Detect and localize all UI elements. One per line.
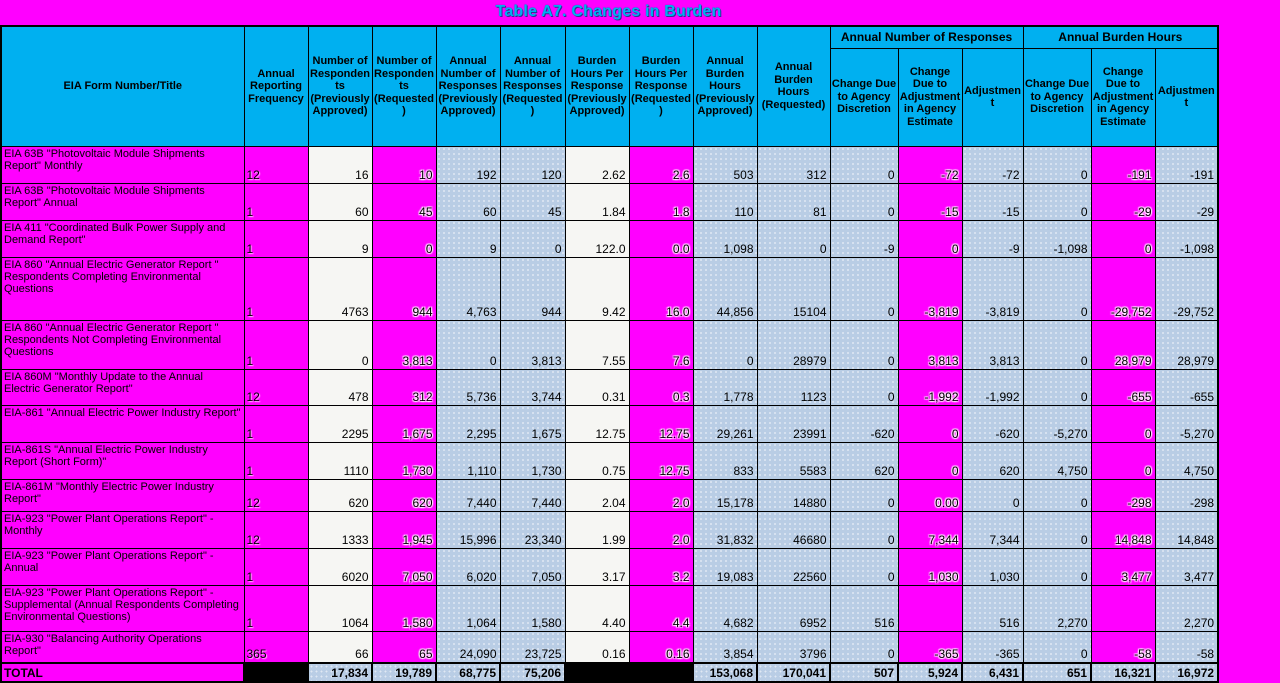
- table-row: [1, 585, 1218, 631]
- form-title-cell: EIA-861M "Monthly Electric Power Industry Report": [1, 479, 244, 511]
- table-header: [1, 26, 1218, 146]
- responses-adjustment-cell: -72: [962, 146, 1023, 183]
- responses-prev-cell: 0: [436, 320, 500, 369]
- respondents-prev-cell: 9: [308, 220, 372, 257]
- respondents-prev-cell: 60: [308, 183, 372, 220]
- responses-change-adjustment-cell: -72: [898, 146, 962, 183]
- responses-prev-cell: 192: [436, 146, 500, 183]
- respondents-req-cell: 3,813: [372, 320, 436, 369]
- col-header-reporting-frequency: Annual Reporting Frequency: [244, 26, 308, 146]
- form-title-cell: EIA 860M "Monthly Update to the Annual Electric Generator Report": [1, 369, 244, 405]
- total-responses-change-discretion-cell: 507: [830, 663, 898, 682]
- total-respondents-req-cell: 19,789: [372, 663, 436, 682]
- respondents-prev-cell: 1064: [308, 585, 372, 631]
- burden-change-adjustment-cell: -298: [1091, 479, 1155, 511]
- total-burden-req-cell: 170,041: [757, 663, 830, 682]
- burden-per-response-req-cell: 12.75: [629, 405, 693, 442]
- col-header-responses-prev: Annual Number of Responses (Previously Approved): [436, 26, 500, 146]
- burden-change-discretion-cell: 4,750: [1023, 442, 1091, 479]
- burden-change-adjustment-cell: 28,979: [1091, 320, 1155, 369]
- responses-req-cell: 23,725: [500, 631, 565, 663]
- total-respondents-prev-cell: 17,834: [308, 663, 372, 682]
- col-header-responses-change-agency-discretion: Change Due to Agency Discretion: [830, 48, 898, 146]
- form-title-cell: EIA-930 "Balancing Authority Operations Report": [1, 631, 244, 663]
- burden-per-response-req-cell: 0.16: [629, 631, 693, 663]
- responses-change-adjustment-cell: 0: [898, 220, 962, 257]
- burden-adjustment-cell: -191: [1155, 146, 1218, 183]
- burden-hours-prev-cell: 0: [693, 320, 757, 369]
- reporting-frequency-cell: 12: [244, 479, 308, 511]
- responses-change-discretion-cell: 0: [830, 320, 898, 369]
- burden-per-response-prev-cell: 9.42: [565, 257, 629, 320]
- burden-adjustment-cell: 28,979: [1155, 320, 1218, 369]
- table-row: [1, 369, 1218, 405]
- col-header-burden-change-adjustment-estimate: Change Due to Adjustment in Agency Estimate: [1091, 48, 1155, 146]
- burden-change-discretion-cell: 0: [1023, 631, 1091, 663]
- burden-adjustment-cell: -29: [1155, 183, 1218, 220]
- responses-change-discretion-cell: 0: [830, 369, 898, 405]
- burden-per-response-req-cell: 0.0: [629, 220, 693, 257]
- page-title: Table A7. Changes in Burden: [495, 3, 722, 20]
- responses-change-discretion-cell: 0: [830, 548, 898, 585]
- responses-change-discretion-cell: -9: [830, 220, 898, 257]
- reporting-frequency-cell: 1: [244, 405, 308, 442]
- burden-per-response-req-cell: 7.6: [629, 320, 693, 369]
- burden-adjustment-cell: -655: [1155, 369, 1218, 405]
- burden-hours-prev-cell: 3,854: [693, 631, 757, 663]
- table-row-total: [1, 663, 1218, 682]
- form-title-cell: EIA-861 "Annual Electric Power Industry Report": [1, 405, 244, 442]
- responses-change-adjustment-cell: 0.00: [898, 479, 962, 511]
- responses-prev-cell: 24,090: [436, 631, 500, 663]
- form-title-cell: EIA-923 "Power Plant Operations Report" - Supplemental (Annual Respondents Completing Environmental Questions): [1, 585, 244, 631]
- responses-prev-cell: 7,440: [436, 479, 500, 511]
- reporting-frequency-cell: 365: [244, 631, 308, 663]
- col-header-form-title: EIA Form Number/Title: [1, 26, 244, 146]
- burden-change-adjustment-cell: 0: [1091, 405, 1155, 442]
- burden-hours-prev-cell: 833: [693, 442, 757, 479]
- table-body: [1, 146, 1218, 663]
- burden-per-response-prev-cell: 1.99: [565, 511, 629, 548]
- burden-change-discretion-cell: 0: [1023, 320, 1091, 369]
- respondents-req-cell: 10: [372, 146, 436, 183]
- respondents-prev-cell: 6020: [308, 548, 372, 585]
- responses-prev-cell: 60: [436, 183, 500, 220]
- total-blocked-cell: [629, 663, 693, 682]
- burden-change-discretion-cell: 0: [1023, 511, 1091, 548]
- responses-change-adjustment-cell: [898, 585, 962, 631]
- burden-change-adjustment-cell: -191: [1091, 146, 1155, 183]
- changes-in-burden-table: [0, 25, 1219, 683]
- burden-adjustment-cell: 3,477: [1155, 548, 1218, 585]
- responses-prev-cell: 9: [436, 220, 500, 257]
- col-header-respondents-req: Number of Respondents (Requested): [372, 26, 436, 146]
- burden-change-adjustment-cell: 0: [1091, 220, 1155, 257]
- form-title-cell: EIA 63B "Photovoltaic Module Shipments Report" Annual: [1, 183, 244, 220]
- reporting-frequency-cell: 1: [244, 442, 308, 479]
- form-title-cell: EIA-923 "Power Plant Operations Report" - Annual: [1, 548, 244, 585]
- table-row: [1, 479, 1218, 511]
- responses-change-adjustment-cell: 7,344: [898, 511, 962, 548]
- respondents-req-cell: 0: [372, 220, 436, 257]
- table-footer: [1, 663, 1218, 682]
- respondents-req-cell: 65: [372, 631, 436, 663]
- responses-change-adjustment-cell: -1,992: [898, 369, 962, 405]
- group-header-annual-burden-hours: Annual Burden Hours: [1023, 26, 1218, 48]
- burden-hours-req-cell: 3796: [757, 631, 830, 663]
- responses-change-discretion-cell: 620: [830, 442, 898, 479]
- responses-adjustment-cell: 620: [962, 442, 1023, 479]
- total-responses-prev-cell: 68,775: [436, 663, 500, 682]
- responses-req-cell: 3,813: [500, 320, 565, 369]
- responses-change-adjustment-cell: 1,030: [898, 548, 962, 585]
- burden-per-response-prev-cell: 0.75: [565, 442, 629, 479]
- burden-per-response-req-cell: 4.4: [629, 585, 693, 631]
- col-header-respondents-prev: Number of Respondents (Previously Approved): [308, 26, 372, 146]
- responses-adjustment-cell: -365: [962, 631, 1023, 663]
- responses-adjustment-cell: -9: [962, 220, 1023, 257]
- burden-hours-prev-cell: 503: [693, 146, 757, 183]
- respondents-prev-cell: 66: [308, 631, 372, 663]
- burden-change-discretion-cell: 0: [1023, 479, 1091, 511]
- burden-hours-prev-cell: 1,778: [693, 369, 757, 405]
- burden-hours-req-cell: 81: [757, 183, 830, 220]
- respondents-prev-cell: 1110: [308, 442, 372, 479]
- burden-change-adjustment-cell: 14,848: [1091, 511, 1155, 548]
- form-title-cell: EIA 860 "Annual Electric Generator Report " Respondents Completing Environmental Questions: [1, 257, 244, 320]
- responses-req-cell: 7,050: [500, 548, 565, 585]
- reporting-frequency-cell: 1: [244, 548, 308, 585]
- responses-adjustment-cell: 1,030: [962, 548, 1023, 585]
- burden-change-adjustment-cell: [1091, 585, 1155, 631]
- col-header-responses-req: Annual Number of Responses (Requested): [500, 26, 565, 146]
- reporting-frequency-cell: 12: [244, 511, 308, 548]
- form-title-cell: EIA 63B "Photovoltaic Module Shipments Report" Monthly: [1, 146, 244, 183]
- col-header-burden-per-response-prev: Burden Hours Per Response (Previously Approved): [565, 26, 629, 146]
- reporting-frequency-cell: 1: [244, 585, 308, 631]
- burden-hours-prev-cell: 1,098: [693, 220, 757, 257]
- responses-req-cell: 23,340: [500, 511, 565, 548]
- burden-hours-req-cell: 312: [757, 146, 830, 183]
- responses-adjustment-cell: -3,819: [962, 257, 1023, 320]
- burden-per-response-req-cell: 0.3: [629, 369, 693, 405]
- burden-hours-req-cell: 1123: [757, 369, 830, 405]
- table-row: [1, 548, 1218, 585]
- burden-per-response-prev-cell: 3.17: [565, 548, 629, 585]
- responses-req-cell: 944: [500, 257, 565, 320]
- burden-change-discretion-cell: -1,098: [1023, 220, 1091, 257]
- col-header-responses-adjustment: Adjustment: [962, 48, 1023, 146]
- total-burden-change-discretion-cell: 651: [1023, 663, 1091, 682]
- table-row: [1, 405, 1218, 442]
- respondents-prev-cell: 620: [308, 479, 372, 511]
- total-responses-change-adjustment-cell: 5,924: [898, 663, 962, 682]
- form-title-cell: EIA 411 "Coordinated Bulk Power Supply and Demand Report": [1, 220, 244, 257]
- respondents-prev-cell: 1333: [308, 511, 372, 548]
- form-title-cell: EIA 860 "Annual Electric Generator Report " Respondents Not Completing Environmental Questions: [1, 320, 244, 369]
- burden-hours-prev-cell: 29,261: [693, 405, 757, 442]
- col-header-burden-adjustment: Adjustment: [1155, 48, 1218, 146]
- total-blocked-cell: [565, 663, 629, 682]
- burden-hours-prev-cell: 31,832: [693, 511, 757, 548]
- burden-change-discretion-cell: -5,270: [1023, 405, 1091, 442]
- burden-per-response-req-cell: 16.0: [629, 257, 693, 320]
- burden-change-discretion-cell: 0: [1023, 369, 1091, 405]
- responses-adjustment-cell: 7,344: [962, 511, 1023, 548]
- total-burden-prev-cell: 153,068: [693, 663, 757, 682]
- burden-per-response-req-cell: 2.6: [629, 146, 693, 183]
- burden-hours-req-cell: 15104: [757, 257, 830, 320]
- total-blocked-cell: [244, 663, 308, 682]
- burden-change-discretion-cell: 2,270: [1023, 585, 1091, 631]
- responses-adjustment-cell: -1,992: [962, 369, 1023, 405]
- burden-per-response-prev-cell: 2.04: [565, 479, 629, 511]
- responses-prev-cell: 15,996: [436, 511, 500, 548]
- responses-change-discretion-cell: -620: [830, 405, 898, 442]
- group-header-annual-number-of-responses: Annual Number of Responses: [830, 26, 1023, 48]
- responses-req-cell: 1,580: [500, 585, 565, 631]
- respondents-prev-cell: 4763: [308, 257, 372, 320]
- responses-change-adjustment-cell: 0: [898, 405, 962, 442]
- table-row: [1, 220, 1218, 257]
- burden-per-response-req-cell: 2.0: [629, 479, 693, 511]
- respondents-req-cell: 1,675: [372, 405, 436, 442]
- responses-prev-cell: 1,110: [436, 442, 500, 479]
- respondents-req-cell: 620: [372, 479, 436, 511]
- reporting-frequency-cell: 12: [244, 369, 308, 405]
- responses-req-cell: 120: [500, 146, 565, 183]
- responses-req-cell: 1,730: [500, 442, 565, 479]
- reporting-frequency-cell: 1: [244, 220, 308, 257]
- burden-hours-prev-cell: 4,682: [693, 585, 757, 631]
- respondents-req-cell: 1,580: [372, 585, 436, 631]
- burden-per-response-prev-cell: 0.16: [565, 631, 629, 663]
- responses-change-discretion-cell: 0: [830, 479, 898, 511]
- burden-per-response-req-cell: 1.8: [629, 183, 693, 220]
- responses-adjustment-cell: -15: [962, 183, 1023, 220]
- burden-adjustment-cell: 4,750: [1155, 442, 1218, 479]
- burden-adjustment-cell: -5,270: [1155, 405, 1218, 442]
- responses-req-cell: 1,675: [500, 405, 565, 442]
- burden-per-response-prev-cell: 12.75: [565, 405, 629, 442]
- burden-adjustment-cell: 2,270: [1155, 585, 1218, 631]
- burden-hours-prev-cell: 15,178: [693, 479, 757, 511]
- responses-prev-cell: 1,064: [436, 585, 500, 631]
- responses-change-adjustment-cell: 0: [898, 442, 962, 479]
- total-responses-adjustment-cell: 6,431: [962, 663, 1023, 682]
- reporting-frequency-cell: 1: [244, 257, 308, 320]
- burden-change-adjustment-cell: -29: [1091, 183, 1155, 220]
- responses-change-discretion-cell: 0: [830, 183, 898, 220]
- burden-per-response-prev-cell: 2.62: [565, 146, 629, 183]
- responses-change-adjustment-cell: -365: [898, 631, 962, 663]
- table-row: [1, 320, 1218, 369]
- responses-change-adjustment-cell: 3,813: [898, 320, 962, 369]
- burden-hours-prev-cell: 19,083: [693, 548, 757, 585]
- responses-req-cell: 45: [500, 183, 565, 220]
- responses-change-discretion-cell: 516: [830, 585, 898, 631]
- responses-req-cell: 7,440: [500, 479, 565, 511]
- respondents-req-cell: 1,730: [372, 442, 436, 479]
- burden-adjustment-cell: -298: [1155, 479, 1218, 511]
- responses-adjustment-cell: -620: [962, 405, 1023, 442]
- burden-hours-req-cell: 22560: [757, 548, 830, 585]
- burden-hours-req-cell: 0: [757, 220, 830, 257]
- total-label-cell: TOTAL: [1, 663, 244, 682]
- table-row: [1, 631, 1218, 663]
- burden-hours-req-cell: 5583: [757, 442, 830, 479]
- burden-per-response-prev-cell: 7.55: [565, 320, 629, 369]
- responses-change-discretion-cell: 0: [830, 257, 898, 320]
- burden-hours-req-cell: 14880: [757, 479, 830, 511]
- col-header-burden-per-response-req: Burden Hours Per Response (Requested): [629, 26, 693, 146]
- burden-hours-req-cell: 23991: [757, 405, 830, 442]
- burden-change-discretion-cell: 0: [1023, 183, 1091, 220]
- burden-hours-prev-cell: 110: [693, 183, 757, 220]
- responses-req-cell: 0: [500, 220, 565, 257]
- respondents-req-cell: 1,945: [372, 511, 436, 548]
- table-row: [1, 146, 1218, 183]
- responses-adjustment-cell: 3,813: [962, 320, 1023, 369]
- respondents-prev-cell: 0: [308, 320, 372, 369]
- total-responses-req-cell: 75,206: [500, 663, 565, 682]
- header-group-row: [1, 26, 1218, 48]
- burden-change-discretion-cell: 0: [1023, 257, 1091, 320]
- respondents-prev-cell: 16: [308, 146, 372, 183]
- burden-per-response-prev-cell: 1.84: [565, 183, 629, 220]
- burden-adjustment-cell: -29,752: [1155, 257, 1218, 320]
- burden-per-response-prev-cell: 0.31: [565, 369, 629, 405]
- respondents-req-cell: 312: [372, 369, 436, 405]
- responses-prev-cell: 6,020: [436, 548, 500, 585]
- burden-per-response-prev-cell: 4.40: [565, 585, 629, 631]
- respondents-req-cell: 45: [372, 183, 436, 220]
- respondents-prev-cell: 2295: [308, 405, 372, 442]
- burden-per-response-prev-cell: 122.0: [565, 220, 629, 257]
- burden-change-adjustment-cell: -655: [1091, 369, 1155, 405]
- col-header-responses-change-adjustment-estimate: Change Due to Adjustment in Agency Estimate: [898, 48, 962, 146]
- burden-change-adjustment-cell: -58: [1091, 631, 1155, 663]
- col-header-burden-change-agency-discretion: Change Due to Agency Discretion: [1023, 48, 1091, 146]
- responses-req-cell: 3,744: [500, 369, 565, 405]
- responses-prev-cell: 4,763: [436, 257, 500, 320]
- burden-hours-req-cell: 46680: [757, 511, 830, 548]
- responses-change-adjustment-cell: -15: [898, 183, 962, 220]
- burden-change-adjustment-cell: 3,477: [1091, 548, 1155, 585]
- responses-change-discretion-cell: 0: [830, 146, 898, 183]
- responses-adjustment-cell: 516: [962, 585, 1023, 631]
- responses-change-discretion-cell: 0: [830, 511, 898, 548]
- col-header-burden-hours-req: Annual Burden Hours (Requested): [757, 26, 830, 146]
- reporting-frequency-cell: 1: [244, 320, 308, 369]
- col-header-burden-hours-prev: Annual Burden Hours (Previously Approved): [693, 26, 757, 146]
- reporting-frequency-cell: 1: [244, 183, 308, 220]
- table-row: [1, 511, 1218, 548]
- responses-prev-cell: 5,736: [436, 369, 500, 405]
- burden-per-response-req-cell: 2.0: [629, 511, 693, 548]
- reporting-frequency-cell: 12: [244, 146, 308, 183]
- responses-change-adjustment-cell: -3,819: [898, 257, 962, 320]
- burden-adjustment-cell: -58: [1155, 631, 1218, 663]
- form-title-cell: EIA-861S "Annual Electric Power Industry Report (Short Form)": [1, 442, 244, 479]
- burden-adjustment-cell: 14,848: [1155, 511, 1218, 548]
- respondents-req-cell: 944: [372, 257, 436, 320]
- burden-change-discretion-cell: 0: [1023, 146, 1091, 183]
- burden-adjustment-cell: -1,098: [1155, 220, 1218, 257]
- total-burden-adjustment-cell: 16,972: [1155, 663, 1218, 682]
- respondents-req-cell: 7,050: [372, 548, 436, 585]
- respondents-prev-cell: 478: [308, 369, 372, 405]
- burden-hours-req-cell: 6952: [757, 585, 830, 631]
- responses-change-discretion-cell: 0: [830, 631, 898, 663]
- burden-per-response-req-cell: 12.75: [629, 442, 693, 479]
- burden-per-response-req-cell: 3.2: [629, 548, 693, 585]
- burden-hours-prev-cell: 44,856: [693, 257, 757, 320]
- responses-adjustment-cell: 0: [962, 479, 1023, 511]
- burden-hours-req-cell: 28979: [757, 320, 830, 369]
- responses-prev-cell: 2,295: [436, 405, 500, 442]
- form-title-cell: EIA-923 "Power Plant Operations Report" - Monthly: [1, 511, 244, 548]
- burden-change-adjustment-cell: -29,752: [1091, 257, 1155, 320]
- total-burden-change-adjustment-cell: 16,321: [1091, 663, 1155, 682]
- table-row: [1, 183, 1218, 220]
- burden-change-discretion-cell: 0: [1023, 548, 1091, 585]
- table-row: [1, 257, 1218, 320]
- burden-change-adjustment-cell: 0: [1091, 442, 1155, 479]
- table-row: [1, 442, 1218, 479]
